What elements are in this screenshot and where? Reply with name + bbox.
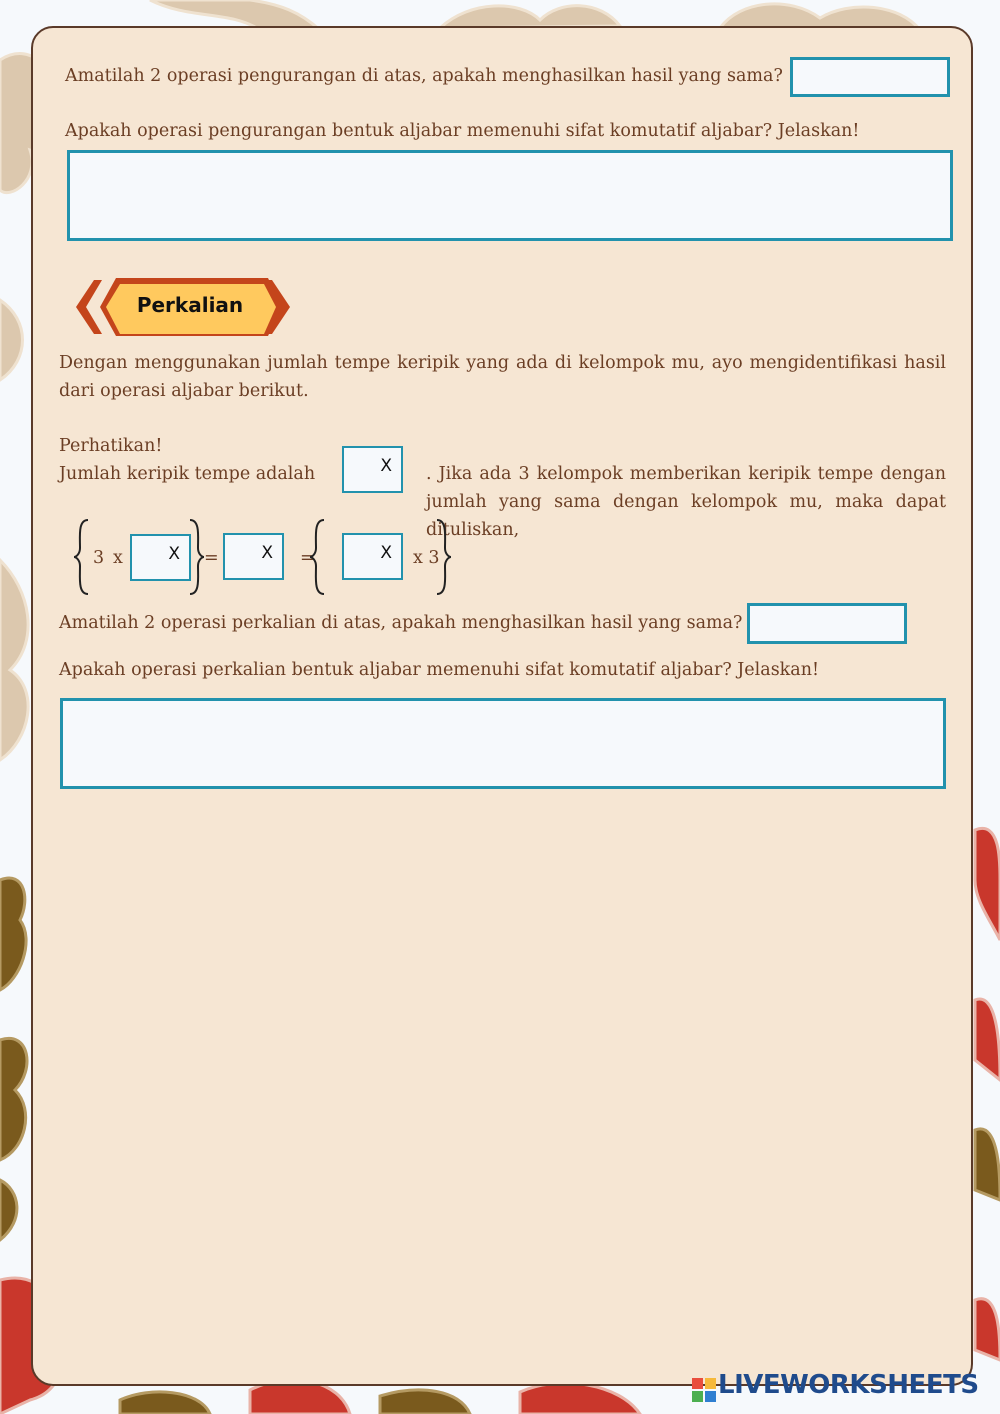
multiplication-same-result-answer[interactable] [747,603,907,644]
amount-variable-box [342,446,403,493]
amount-suffix-line1 [426,460,946,544]
multiplication-commutative-answer[interactable] [60,698,946,789]
equation-right-times: x 3 [413,548,440,568]
right-brace-icon [186,518,206,596]
subtraction-commutative-answer[interactable] [67,150,953,241]
intro-paragraph: Dengan menggunakan jumlah tempe keripik yang ada di kelompok mu, ayo mengidentifikasi hasil dari operasi aljabar berikut. [59,353,946,401]
subtraction-commutative-question: Apakah operasi pengurangan bentuk aljabar memenuhi sifat komutatif aljabar? Jelaskan! [65,121,860,141]
liveworksheets-logo-icon [692,1372,718,1406]
subtraction-same-result-question: Amatilah 2 operasi pengurangan di atas, apakah menghasilkan hasil yang sama? [65,66,783,86]
multiplication-commutative-question: Apakah operasi perkalian bentuk aljabar memenuhi sifat komutatif aljabar? Jelaskan! [59,660,820,680]
equation-times: x [113,548,123,568]
amount-prefix: Jumlah keripik tempe adalah [59,464,316,484]
left-brace-icon [72,518,92,596]
right-brace-icon-2 [433,518,453,596]
notice-label: Perhatikan! [59,436,163,456]
subtraction-same-result-answer[interactable] [790,57,950,97]
equation-equals-2: = [300,548,315,568]
multiplication-same-result-question: Amatilah 2 operasi perkalian di atas, apakah menghasilkan hasil yang sama? [59,613,743,633]
variable-label: X [380,456,392,476]
equation-factor: 3 [93,548,105,568]
amount-suffix: . Jika ada 3 kelompok memberikan keripik tempe dengan jumlah yang sama dengan kelompok mu, maka dapat dituliskan, [426,464,946,540]
equation-variable-box-2: X [223,533,284,580]
left-brace-icon-2 [308,518,328,596]
liveworksheets-logo-text: LIVEWORKSHEETS [718,1370,979,1400]
section-title: Perkalian [136,293,244,317]
equation-variable-box-3: X [342,533,403,580]
equation-variable-box-1: X [130,534,191,581]
equation-equals-1: = [204,548,219,568]
